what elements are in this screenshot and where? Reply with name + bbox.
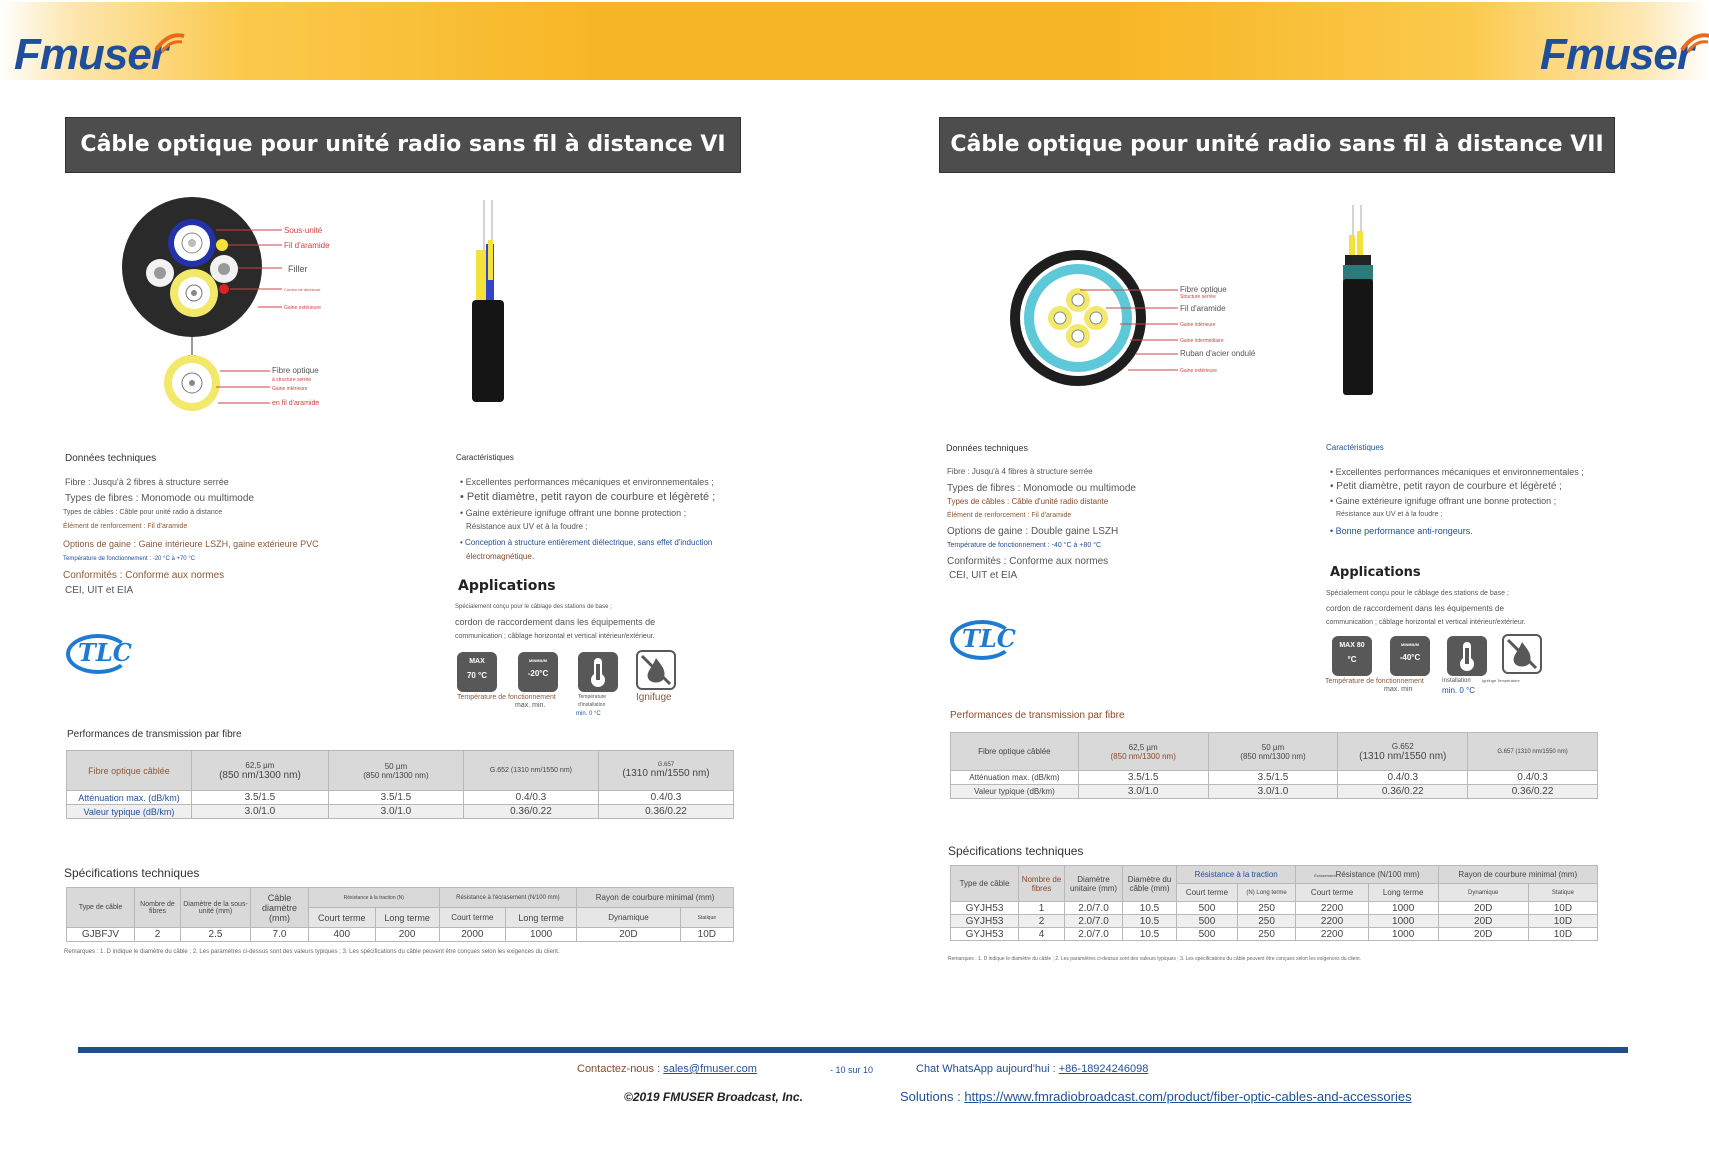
diagram-label: Fibre optique [272,366,319,375]
table-cell: 3.5/1.5 [328,791,463,805]
tlc-logo: TLC [950,616,1018,664]
icon-label: max. min [1384,686,1413,693]
table-cell: 2.0/7.0 [1065,902,1123,915]
tech-line: Options de gaine : Double gaine LSZH [947,526,1119,537]
table-cell: Dynamique [577,908,681,928]
table-cell: Long terme [375,908,439,928]
table-cell: 0.4/0.3 [463,791,598,805]
table-cell: (N) Long terme [1237,884,1295,902]
table-cell: 20D [1438,902,1528,915]
table-cell: 62,5 µm (850 nm/1300 nm) [191,751,328,791]
table-row [67,928,734,942]
table-cell: G.652 (1310 nm/1550 nm) [463,751,598,791]
icon-label: min. 0 °C [576,711,601,717]
table-cell: Diamètre unitaire (mm) [1065,866,1123,902]
table-cell: GJBFJV [67,928,135,942]
diagram-label: Filler [288,264,308,274]
table-cell: Atténuation max. (dB/km) [67,791,192,805]
icon-label: Température de fonctionnement [1325,678,1424,685]
perf-table [950,732,1598,799]
diagram-label: Cordon de déchirure [284,287,321,292]
spec-table [950,865,1598,941]
table-cell: Nombre de fibres [1019,866,1065,902]
table-cell: 10.5 [1123,902,1177,915]
tech-line: Conformités : Conforme aux normes [947,556,1109,567]
tech-line: Élément de renforcement : Fil d'aramide [63,523,188,530]
table-cell: 20D [577,928,681,942]
table-cell: 0.4/0.3 [598,791,733,805]
table-cell: 7.0 [251,928,309,942]
applications-line: communication ; câblage horizontal et vertical intérieur/extérieur. [1326,619,1526,626]
table-cell: 2.0/7.0 [1065,915,1123,928]
tlc-logo: TLC [66,630,134,678]
diagram-label: Gaine intermédiaire [1180,338,1224,344]
copyright: ©2019 FMUSER Broadcast, Inc. [624,1090,803,1104]
tech-line: CEI, UIT et EIA [949,570,1018,581]
table-cell: Résistance à la traction [1177,866,1296,884]
spec-table [66,887,734,942]
table-cell: Fibre optique câblée [951,733,1079,771]
table-cell: Court terme [1177,884,1238,902]
applications-line: communication ; câblage horizontal et vertical intérieur/extérieur. [455,633,655,640]
table-cell: 20D [1438,928,1528,941]
table-row [67,791,734,805]
table-cell: Résistance à la traction (N) [309,888,440,908]
diagram-label: Fil d'aramide [284,241,330,250]
applications-line: cordon de raccordement dans les équipements de [1326,604,1504,613]
table-cell: Résistance à l'écrasement (N/100 mm) [439,888,577,908]
table-cell: 500 [1177,928,1238,941]
table-cell: 1000 [1368,902,1438,915]
min-temp-icon: MINIMUM -40°C [1390,636,1430,676]
applications-heading: Applications [1330,565,1421,580]
tech-line: Types de fibres : Monomode ou multimode [65,493,254,504]
table-row [951,928,1598,941]
diagram-label: Ruban d'acier ondulé [1180,349,1256,358]
table-row [67,805,734,819]
remarks-note: Remarques : 1. D indique le diamètre du câble ; 2. Les paramètres ci-dessus sont des valeurs typiques ; 3. Les spécifications du câble peuvent être conçues selon les exigences du client. [64,949,560,955]
table-cell: Câble diamètre (mm) [251,888,309,928]
table-cell: Long terme [1368,884,1438,902]
table-cell: Diamètre de la sous-unité (mm) [181,888,251,928]
product-title: Câble optique pour unité radio sans fil à distance VI [80,132,726,157]
diagram-label: à structure serrée [272,377,312,383]
diagram-label: Fil d'aramide [1180,304,1226,313]
table-cell: G.652 (1310 nm/1550 nm) [1338,733,1468,771]
feature-item: • Gaine extérieure ignifuge offrant une bonne protection ; [1330,496,1557,506]
table-cell: 20D [1438,915,1528,928]
table-cell: 10.5 [1123,915,1177,928]
table-cell: 10D [1528,915,1597,928]
feature-item: • Excellentes performances mécaniques et environnementales ; [1330,467,1584,477]
table-cell: Statique [1528,884,1597,902]
table-cell: 2.5 [181,928,251,942]
features-heading: Caractéristiques [1326,443,1384,452]
tech-line: Température de fonctionnement : -40 °C à +80 °C [947,542,1102,549]
feature-item: • Excellentes performances mécaniques et environnementales ; [460,477,714,487]
table-cell: GYJH53 [951,928,1019,941]
table-cell: 2200 [1296,928,1368,941]
table-cell: 0.36/0.22 [463,805,598,819]
feature-item: Résistance aux UV et à la foudre ; [466,522,588,531]
table-cell: 1000 [1368,915,1438,928]
icon-label: Température [578,694,607,700]
table-cell: 10D [1528,902,1597,915]
table-cell: Type de câble [67,888,135,928]
product-title: Câble optique pour unité radio sans fil à distance VII [950,132,1604,157]
table-cell: 4 [1019,928,1065,941]
feature-item: électromagnétique. [466,552,535,561]
table-cell: 62,5 µm (850 nm/1300 nm) [1078,733,1208,771]
table-cell: 3.5/1.5 [1208,771,1338,785]
cable-cross-section-diagram [1010,248,1290,388]
cable-photo [468,200,518,405]
table-cell: 3.0/1.0 [1078,785,1208,799]
table-cell: 0.36/0.22 [598,805,733,819]
flame-retardant-icon [636,650,676,690]
tech-data-heading: Données techniques [946,443,1029,453]
solutions-line: Solutions : https://www.fmradiobroadcast.com/product/fiber-optic-cables-and-accessories [900,1089,1412,1104]
table-cell: 0.4/0.3 [1468,771,1598,785]
table-cell: 1000 [506,928,577,942]
table-cell: 10D [1528,928,1597,941]
tech-data-heading: Données techniques [65,453,157,464]
max-temp-icon: MAX 80 °C [1332,636,1372,676]
table-cell: GYJH53 [951,915,1019,928]
table-cell: Statique [680,908,733,928]
table-cell: 2.0/7.0 [1065,928,1123,941]
table-cell: Court terme [439,908,505,928]
icon-label: max. min. [515,702,546,709]
table-cell: 10D [680,928,733,942]
email-link[interactable]: sales@fmuser.com [663,1063,757,1075]
table-cell: 400 [309,928,376,942]
table-cell: 1000 [1368,928,1438,941]
table-cell: Court terme [309,908,376,928]
table-cell: 50 µm (850 nm/1300 nm) [328,751,463,791]
table-cell: 0.4/0.3 [1338,771,1468,785]
table-cell: 2200 [1296,902,1368,915]
cable-photo [1339,205,1379,397]
tech-line: Conformités : Conforme aux normes [63,570,225,581]
diagram-label: Structure serrée [1180,294,1216,300]
table-cell: Nombre de fibres [135,888,181,928]
table-cell: 10.5 [1123,928,1177,941]
table-cell: G.657 (1310 nm/1550 nm) [598,751,733,791]
feature-item: • Petit diamètre, petit rayon de courbure et légèreté ; [1330,481,1562,492]
whatsapp-line: Chat WhatsApp aujourd'hui : +86-18924246098 [916,1063,1149,1075]
feature-item: • Petit diamètre, petit rayon de courbure et légèreté ; [460,491,716,503]
table-cell: Rayon de courbure minimal (mm) [1438,866,1597,884]
table-cell: 250 [1237,928,1295,941]
table-cell: Fibre optique câblée [67,751,192,791]
table-row [951,902,1598,915]
product-title-bar [939,117,1615,173]
table-cell: Diamètre du câble (mm) [1123,866,1177,902]
tech-line: Fibre : Jusqu'à 4 fibres à structure serrée [947,467,1093,476]
feature-item: Résistance aux UV et à la foudre ; [1336,511,1443,518]
table-cell: Valeur typique (dB/km) [67,805,192,819]
tech-line: Fibre : Jusqu'à 2 fibres à structure serrée [65,477,229,487]
thermometer-icon [578,652,618,692]
icon-label: Installation [1442,678,1471,684]
table-cell: 200 [375,928,439,942]
table-cell: Valeur typique (dB/km) [951,785,1079,799]
thermometer-icon [1447,636,1487,676]
table-row [951,771,1598,785]
table-cell: GYJH53 [951,902,1019,915]
table-row [951,785,1598,799]
table-cell: Atténuation max. (dB/km) [951,771,1079,785]
tech-line: Types de câbles : Câble d'unité radio distante [947,497,1109,506]
table-cell: 2 [135,928,181,942]
table-cell: ÉcrasementRésistance (N/100 mm) [1296,866,1438,884]
contact-line: Contactez-nous : sales@fmuser.com [577,1063,757,1075]
spec-heading: Spécifications techniques [948,844,1084,858]
phone-link[interactable]: +86-18924246098 [1058,1063,1149,1075]
table-cell: 3.0/1.0 [328,805,463,819]
diagram-label: Gaine intérieure [1180,322,1216,328]
table-cell: Court terme [1296,884,1368,902]
right-product-panel [854,0,1694,1168]
features-heading: Caractéristiques [456,453,514,462]
applications-line: Spécialement conçu pour le câblage des stations de base ; [1326,590,1509,597]
table-row [951,915,1598,928]
diagram-label: Gaine intérieure [272,386,308,392]
tech-line: Température de fonctionnement : -20 °C à +70 °C [63,556,196,562]
cable-cross-section-diagram [120,195,380,415]
applications-line: Spécialement conçu pour le câblage des stations de base ; [455,604,612,610]
table-cell: Long terme [506,908,577,928]
diagram-label: Gaine extérieure [284,305,321,311]
table-cell: 3.5/1.5 [191,791,328,805]
icon-label: Ignifuge [636,692,672,703]
table-cell: Rayon de courbure minimal (mm) [577,888,734,908]
flame-retardant-icon [1502,634,1542,674]
table-cell: Type de câble [951,866,1019,902]
diagram-label: Gaine extérieure [1180,368,1217,374]
table-cell: 3.0/1.0 [1208,785,1338,799]
max-temp-icon: MAX 70 °C [457,652,497,692]
diagram-label: Fibre optique [1180,285,1227,294]
icon-label: Ignifuge Température [1482,678,1520,683]
table-cell: 0.36/0.22 [1468,785,1598,799]
footer-divider [78,1047,1628,1053]
table-cell: 2 [1019,915,1065,928]
product-title-bar [65,117,741,173]
table-cell: 2200 [1296,915,1368,928]
remarks-note: Remarques : 1. D indique le diamètre du câble ; 2. Les paramètres ci-dessus sont des valeurs typiques ; 3. Les spécifications du câble peuvent être conçues selon les exigences du client. [948,956,1362,962]
diagram-label: en fil d'aramide [272,400,320,407]
solutions-url-link[interactable]: https://www.fmradiobroadcast.com/product/fiber-optic-cables-and-accessories [964,1089,1412,1104]
feature-item: • Gaine extérieure ignifuge offrant une bonne protection ; [460,508,687,518]
left-product-panel [0,0,840,1168]
table-cell: G.657 (1310 nm/1550 nm) [1468,733,1598,771]
feature-item: • Bonne performance anti-rongeurs. [1330,526,1473,536]
min-temp-icon: MINIMUM -20°C [518,652,558,692]
table-cell: 1 [1019,902,1065,915]
icon-label: min. 0 °C [1442,686,1475,695]
tech-line: Options de gaine : Gaine intérieure LSZH, gaine extérieure PVC [63,539,319,549]
perf-heading: Performances de transmission par fibre [950,710,1125,721]
diagram-label: Sous-unité [284,226,323,235]
icon-label: d'installation [578,702,606,708]
spec-heading: Spécifications techniques [64,866,200,880]
tech-line: Élément de renforcement : Fil d'aramide [947,512,1072,519]
tech-line: CEI, UIT et EIA [65,585,134,596]
table-cell: 250 [1237,915,1295,928]
tech-line: Types de câbles : Câble pour unité radio à distance [63,509,223,516]
table-cell: 2000 [439,928,505,942]
perf-heading: Performances de transmission par fibre [67,729,242,740]
feature-item: • Conception à structure entièrement diélectrique, sans effet d'induction [460,538,713,547]
applications-line: cordon de raccordement dans les équipements de [455,617,656,627]
perf-table [66,750,734,819]
table-cell: 50 µm (850 nm/1300 nm) [1208,733,1338,771]
logo-text: Fmuser [1540,30,1693,79]
table-cell: 0.36/0.22 [1338,785,1468,799]
tech-line: Types de fibres : Monomode ou multimode [947,483,1136,494]
table-cell: 250 [1237,902,1295,915]
applications-heading: Applications [458,578,556,594]
logo-text: Fmuser [14,30,167,79]
table-cell: 3.5/1.5 [1078,771,1208,785]
table-cell: 500 [1177,902,1238,915]
table-cell: 500 [1177,915,1238,928]
table-cell: 3.0/1.0 [191,805,328,819]
table-cell: Dynamique [1438,884,1528,902]
page-number: - 10 sur 10 [830,1065,874,1075]
icon-label: Température de fonctionnement [457,694,556,701]
